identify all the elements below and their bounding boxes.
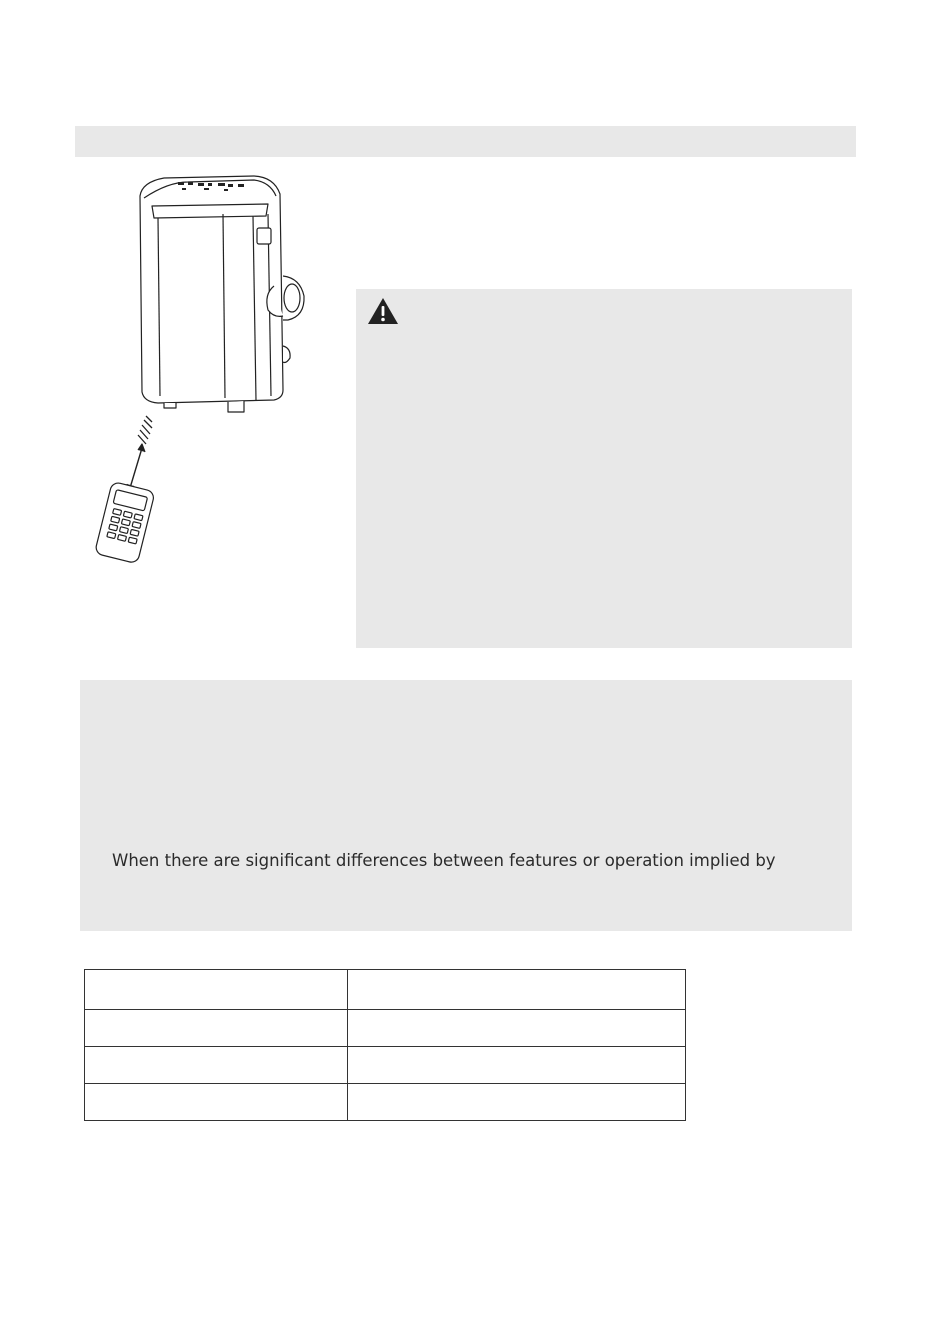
table-cell — [348, 1084, 686, 1121]
section-header-band — [75, 126, 856, 157]
spec-table — [84, 969, 686, 1121]
product-illustration — [78, 168, 340, 568]
table-row — [85, 1084, 686, 1121]
warning-box — [356, 289, 852, 648]
table-cell — [348, 970, 686, 1010]
table-row — [85, 970, 686, 1010]
note-box — [80, 680, 852, 931]
table-row — [85, 1010, 686, 1047]
table-cell — [348, 1010, 686, 1047]
table-cell — [85, 1010, 348, 1047]
table-cell — [348, 1047, 686, 1084]
table-cell — [85, 1047, 348, 1084]
note-text: When there are significant differences between features or operation implied by — [112, 851, 776, 870]
table-cell — [85, 1084, 348, 1121]
table-row — [85, 1047, 686, 1084]
table-cell — [85, 970, 348, 1010]
warning-triangle-icon — [367, 297, 399, 325]
